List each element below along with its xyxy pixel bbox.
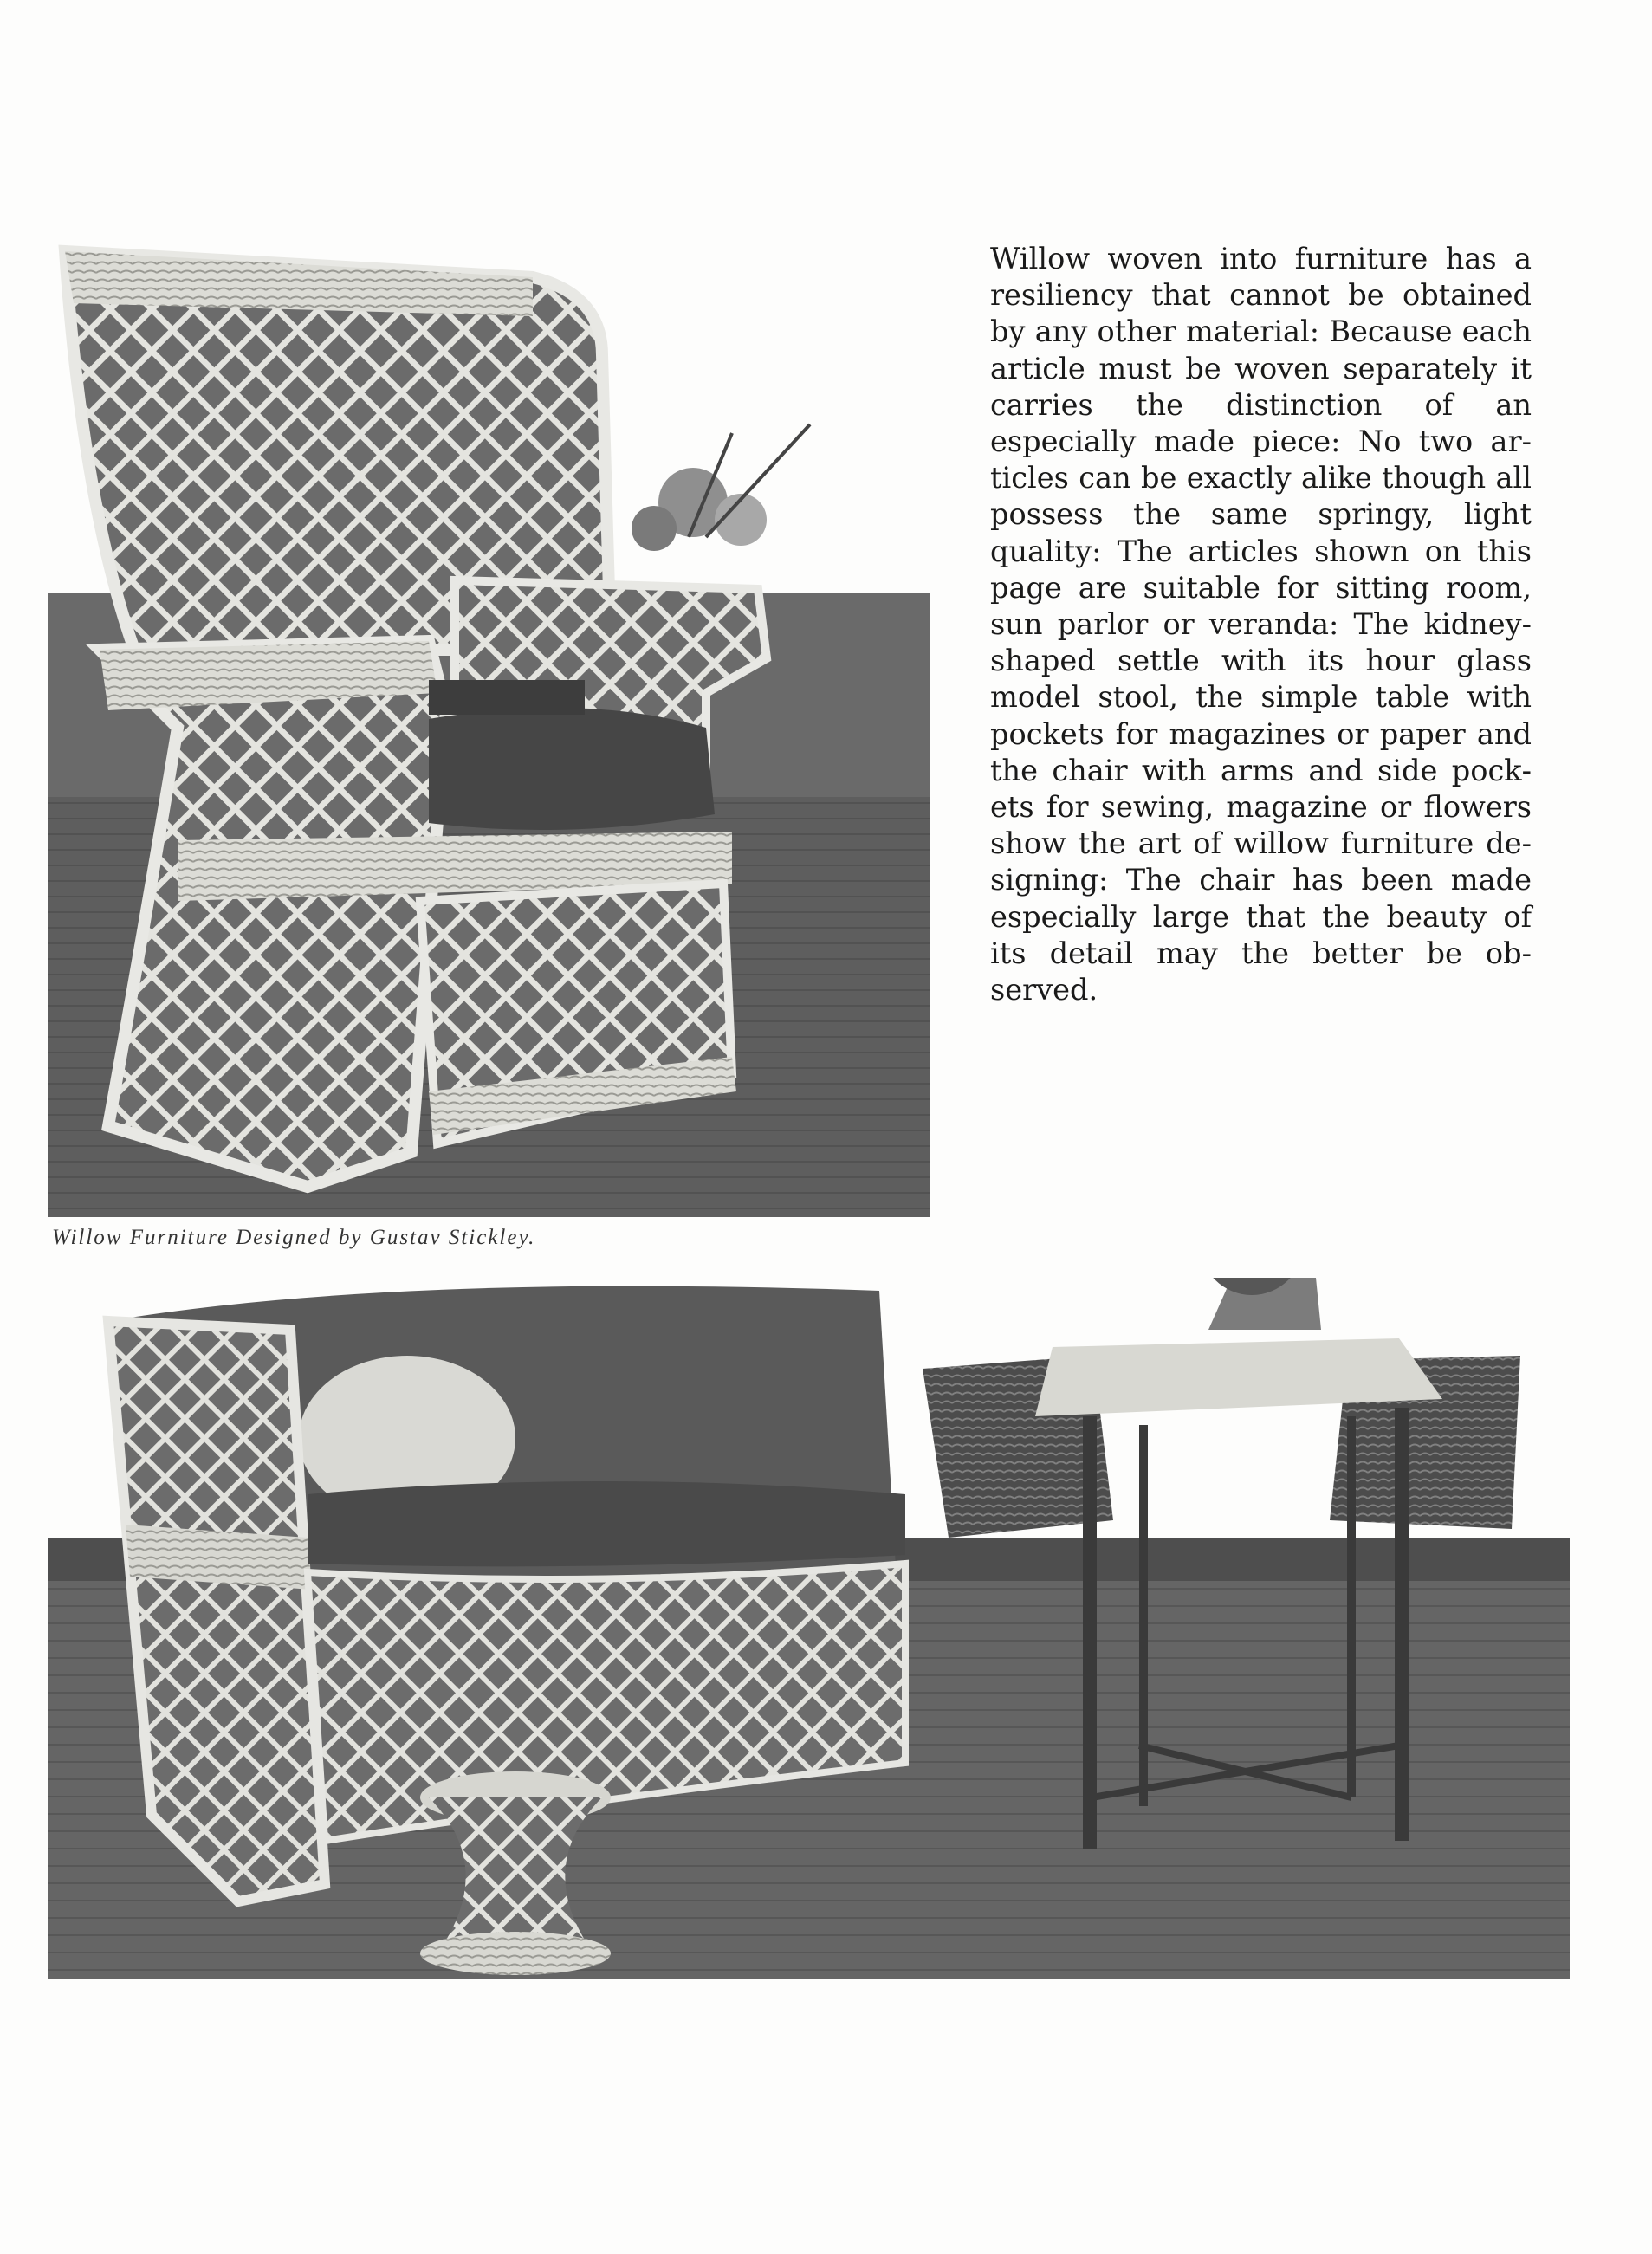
photo-caption: Willow Furniture Designed by Gustav Stickley.	[52, 1226, 536, 1249]
article-paragraph: Willow woven into furniture has a resiliency that cannot be obtained by any other material: Because each article must be woven separately it carries the distinction of an especially made piece: No two articles can be exactly alike though all possess the same springy, light quality: The articles shown on this page are suitable for sitting room, sun parlor or veranda: The kidney-shaped settle with its hour glass model stool, the simple table with pockets for magazines or paper and the chair with arms and side pockets for sewing, magazine or flowers show the art of willow furniture designing: The chair has been made especially large that the beauty of its detail may the better be observed.	[990, 242, 1532, 1007]
article-text	[990, 241, 1532, 1008]
armchair-illustration	[48, 243, 930, 1217]
settle-table-illustration	[48, 1278, 1570, 1979]
photo-willow-settle-stool-table	[48, 1278, 1570, 1979]
photo-willow-armchair	[48, 243, 930, 1217]
